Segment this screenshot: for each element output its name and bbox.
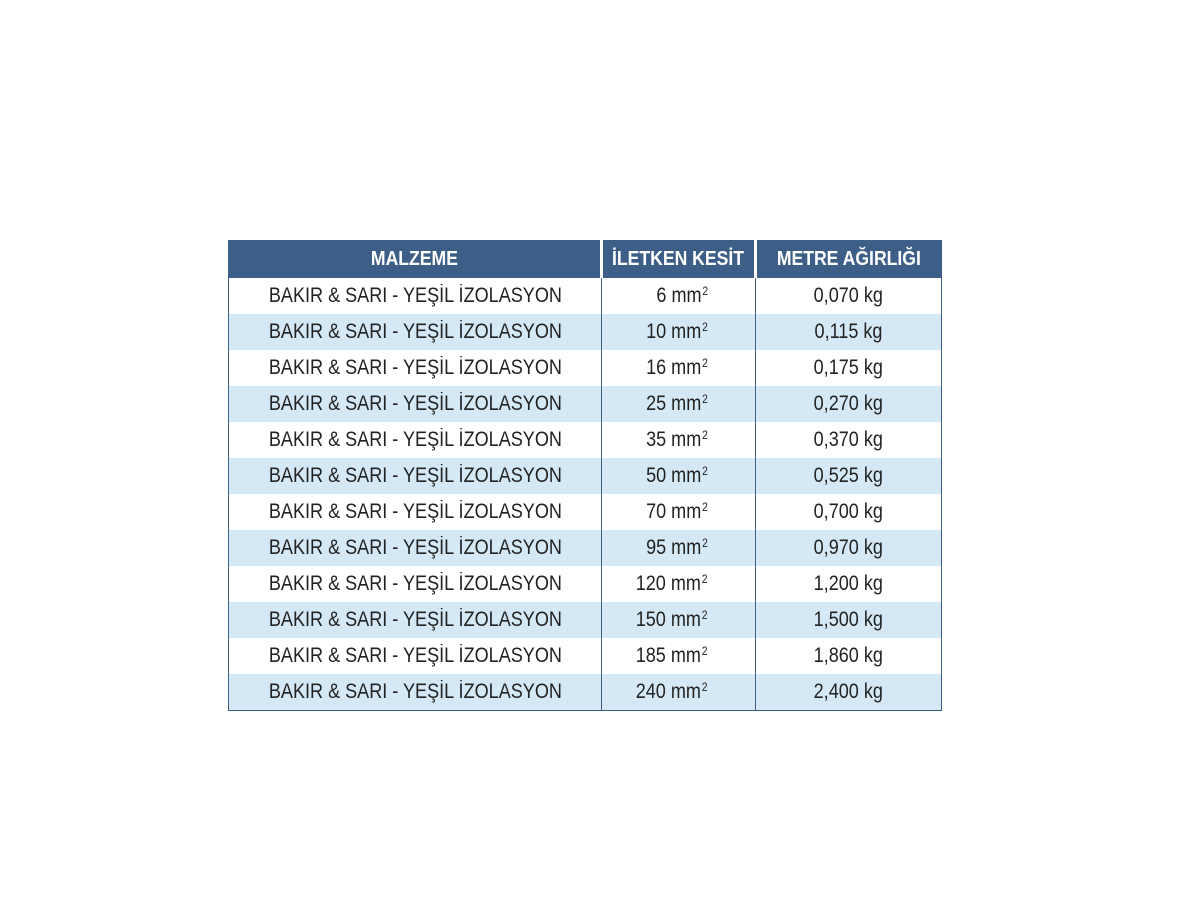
material-text: BAKIR & SARI - YEŞİL İZOLASYON (268, 356, 562, 379)
cross-section-superscript: 2 (702, 320, 708, 334)
cell-cross-section (602, 638, 756, 674)
table-row (229, 494, 942, 530)
material-text: BAKIR & SARI - YEŞİL İZOLASYON (268, 572, 562, 595)
table-row (229, 566, 942, 602)
cross-section-text: 185 mm (636, 644, 702, 667)
material-text: BAKIR & SARI - YEŞİL İZOLASYON (268, 284, 562, 307)
cross-section-value (636, 572, 708, 596)
cell-cross-section (602, 566, 756, 602)
cell-weight (756, 602, 942, 638)
cross-section-text: 70 mm (646, 500, 702, 523)
cross-section-text: 150 mm (636, 608, 702, 631)
cross-section-superscript: 2 (702, 536, 708, 550)
cross-section-text: 240 mm (636, 680, 702, 703)
cross-section-superscript: 2 (702, 284, 708, 298)
material-text: BAKIR & SARI - YEŞİL İZOLASYON (268, 392, 562, 415)
weight-text: 0,175 kg (813, 356, 884, 379)
cell-cross-section (602, 674, 756, 711)
table-row (229, 422, 942, 458)
cell-cross-section (602, 494, 756, 530)
header-cross-section: İLETKEN KESİT (602, 241, 756, 279)
cell-material (229, 674, 602, 711)
material-text: BAKIR & SARI - YEŞİL İZOLASYON (268, 608, 562, 631)
cross-section-superscript: 2 (702, 500, 708, 514)
table-row (229, 602, 942, 638)
cell-material (229, 278, 602, 314)
cross-section-value (646, 356, 708, 380)
cell-material (229, 602, 602, 638)
cross-section-superscript: 2 (702, 644, 708, 658)
header-material: MALZEME (229, 241, 602, 279)
cell-cross-section (602, 350, 756, 386)
table-row (229, 638, 942, 674)
cell-material (229, 494, 602, 530)
cross-section-superscript: 2 (702, 428, 708, 442)
cell-material (229, 386, 602, 422)
cell-weight (756, 674, 942, 711)
cross-section-value (636, 608, 708, 632)
table-body (229, 278, 942, 711)
cross-section-superscript: 2 (702, 464, 708, 478)
table-row (229, 350, 942, 386)
weight-text: 0,270 kg (813, 392, 884, 415)
cross-section-value (646, 320, 708, 344)
table-row (229, 386, 942, 422)
cell-weight (756, 350, 942, 386)
cell-material (229, 422, 602, 458)
table-header (229, 241, 942, 279)
cell-cross-section (602, 386, 756, 422)
cross-section-superscript: 2 (702, 572, 708, 586)
cell-material (229, 530, 602, 566)
weight-text: 1,200 kg (813, 572, 884, 595)
cell-weight (756, 386, 942, 422)
table-row (229, 278, 942, 314)
cross-section-text: 35 mm (646, 428, 702, 451)
cross-section-value (636, 680, 708, 704)
material-text: BAKIR & SARI - YEŞİL İZOLASYON (268, 320, 562, 343)
weight-text: 0,700 kg (813, 500, 884, 523)
spec-table (228, 240, 942, 711)
weight-text: 0,525 kg (813, 464, 884, 487)
cross-section-superscript: 2 (702, 392, 708, 406)
cell-weight (756, 422, 942, 458)
cross-section-text: 50 mm (646, 464, 702, 487)
cross-section-value (646, 392, 708, 416)
cross-section-value (656, 284, 708, 308)
cross-section-superscript: 2 (702, 356, 708, 370)
weight-text: 1,500 kg (813, 608, 884, 631)
weight-text: 0,115 kg (814, 320, 883, 343)
cross-section-value (646, 428, 708, 452)
cross-section-text: 16 mm (646, 356, 702, 379)
cell-weight (756, 314, 942, 350)
cell-cross-section (602, 314, 756, 350)
cell-material (229, 458, 602, 494)
material-text: BAKIR & SARI - YEŞİL İZOLASYON (268, 428, 562, 451)
cell-material (229, 314, 602, 350)
cell-cross-section (602, 422, 756, 458)
material-text: BAKIR & SARI - YEŞİL İZOLASYON (268, 680, 562, 703)
weight-text: 0,370 kg (813, 428, 884, 451)
cell-material (229, 350, 602, 386)
cross-section-value (636, 644, 708, 668)
header-row (229, 241, 942, 279)
cross-section-text: 6 mm (656, 284, 702, 307)
cell-cross-section (602, 530, 756, 566)
material-text: BAKIR & SARI - YEŞİL İZOLASYON (268, 500, 562, 523)
cell-weight (756, 638, 942, 674)
cell-weight (756, 530, 942, 566)
cell-material (229, 638, 602, 674)
material-text: BAKIR & SARI - YEŞİL İZOLASYON (268, 536, 562, 559)
weight-text: 0,070 kg (813, 284, 884, 307)
weight-text: 2,400 kg (813, 680, 884, 703)
weight-text: 1,860 kg (813, 644, 884, 667)
cell-weight (756, 278, 942, 314)
weight-text: 0,970 kg (813, 536, 884, 559)
cross-section-superscript: 2 (702, 608, 708, 622)
cross-section-value (646, 464, 708, 488)
cross-section-text: 10 mm (646, 320, 702, 343)
cross-section-text: 25 mm (646, 392, 702, 415)
cross-section-value (646, 536, 708, 560)
cell-weight (756, 566, 942, 602)
cell-cross-section (602, 458, 756, 494)
cell-cross-section (602, 278, 756, 314)
material-text: BAKIR & SARI - YEŞİL İZOLASYON (268, 644, 562, 667)
cell-material (229, 566, 602, 602)
table-row (229, 458, 942, 494)
cross-section-superscript: 2 (702, 680, 708, 694)
cross-section-value (646, 500, 708, 524)
cell-weight (756, 494, 942, 530)
cross-section-text: 120 mm (636, 572, 702, 595)
header-weight: METRE AĞIRLIĞI (756, 241, 942, 279)
cell-cross-section (602, 602, 756, 638)
cell-weight (756, 458, 942, 494)
table-row (229, 314, 942, 350)
cross-section-text: 95 mm (646, 536, 702, 559)
table-row (229, 530, 942, 566)
table-row (229, 674, 942, 711)
material-text: BAKIR & SARI - YEŞİL İZOLASYON (268, 464, 562, 487)
